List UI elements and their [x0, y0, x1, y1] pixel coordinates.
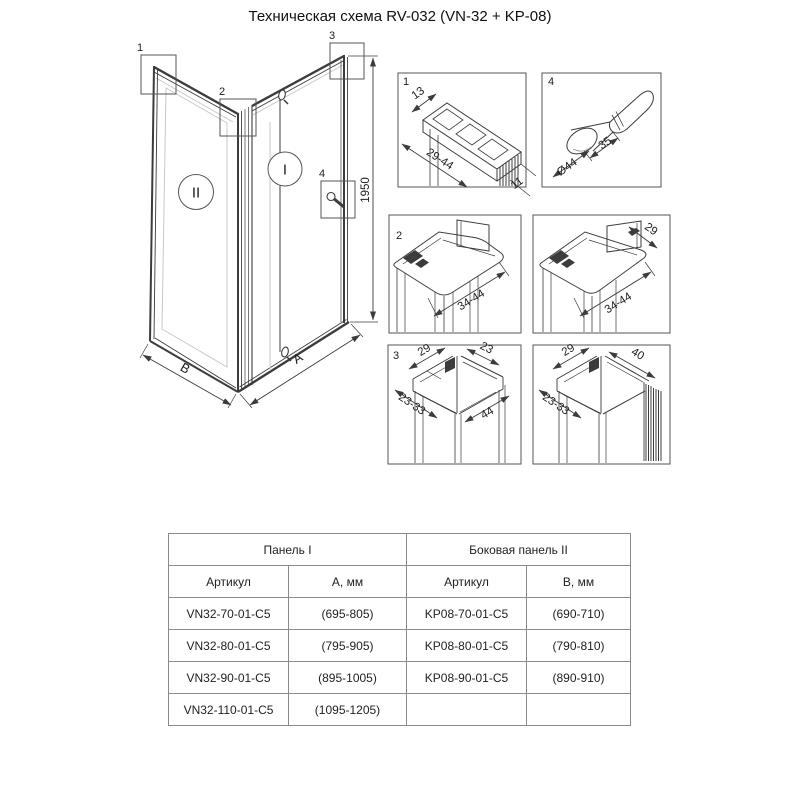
knob-mini-icon	[327, 193, 344, 208]
callout-4-label: 4	[319, 168, 326, 180]
page-title: Техническая схема RV-032 (VN-32 + KP-08)	[248, 8, 552, 25]
detail-1-dim-depth: 11	[508, 175, 526, 192]
callout-1-label: 1	[137, 42, 144, 54]
col-header-b-mm: B, мм	[527, 566, 631, 598]
cell-size: (890-910)	[527, 662, 631, 694]
detail-4-label: 4	[548, 76, 555, 88]
detail-3-right-dim-range: 23-33	[540, 391, 572, 418]
cell-size: (695-805)	[289, 598, 407, 630]
dim-height-label: 1950	[360, 177, 372, 203]
corner-post	[238, 105, 252, 392]
detail-views	[385, 60, 680, 472]
detail-3-left-dim-w1: 29	[415, 341, 434, 359]
table-row	[169, 694, 631, 726]
table-row	[169, 662, 631, 694]
cell-article: VN32-110-01-C5	[169, 694, 289, 726]
detail-4-dim-diameter: Ø44	[554, 156, 580, 179]
cell-size: (795-905)	[289, 630, 407, 662]
detail-3-label: 3	[393, 350, 400, 362]
cell-article: VN32-70-01-C5	[169, 598, 289, 630]
callout-2-label: 2	[219, 86, 226, 98]
cell-article: KP08-70-01-C5	[407, 598, 527, 630]
side-panel-frame	[150, 66, 238, 392]
column-header-row	[169, 566, 631, 598]
detail-1-dim-range: 29-44	[424, 146, 456, 173]
detail-2-left-dim-range: 34-44	[455, 287, 488, 314]
door-panel-label: I	[282, 161, 288, 179]
dim-side-width-label: B	[177, 359, 193, 377]
dim-B	[140, 344, 236, 408]
callout-box-4	[321, 181, 355, 218]
group-header-row	[169, 534, 631, 566]
detail-3-right-dim-w1: 29	[559, 341, 578, 359]
detail-2-right-dim-range: 34-44	[602, 290, 635, 317]
cell-size	[527, 694, 631, 726]
cell-article	[407, 694, 527, 726]
main-drawing	[115, 28, 403, 448]
group-header-panel-2: Боковая панель II	[407, 534, 631, 566]
cell-article: KP08-90-01-C5	[407, 662, 527, 694]
detail-1-label: 1	[403, 76, 410, 88]
cell-size: (1095-1205)	[289, 694, 407, 726]
detail-4-dim-length: 35	[596, 134, 614, 153]
col-header-a-mm: А, мм	[289, 566, 407, 598]
detail-3-left-dim-range: 23-33	[396, 391, 428, 418]
detail-3-right-dim-w2: 40	[628, 346, 647, 363]
cell-article: KP08-80-01-C5	[407, 630, 527, 662]
detail-2-left-art	[394, 220, 509, 332]
col-header-article-1: Артикул	[169, 566, 289, 598]
table-row	[169, 598, 631, 630]
detail-2-label: 2	[396, 230, 403, 242]
col-header-article-2: Артикул	[407, 566, 527, 598]
detail-3-left-dim-w2: 23	[477, 340, 495, 357]
cell-size: (790-810)	[527, 630, 631, 662]
dim-door-width-label: A	[289, 349, 306, 367]
detail-1-dim-width: 13	[409, 84, 427, 103]
cell-article: VN32-90-01-C5	[169, 662, 289, 694]
callout-3-label: 3	[329, 30, 336, 42]
cell-size: (690-710)	[527, 598, 631, 630]
dim-A	[240, 324, 363, 408]
detail-2-right-dim-width: 29	[642, 220, 660, 239]
detail-3-left-dim-length: 44	[478, 404, 497, 422]
side-panel-label: II	[191, 184, 201, 202]
cell-size: (895-1005)	[289, 662, 407, 694]
door-panel-frame	[238, 55, 349, 392]
cell-article: VN32-80-01-C5	[169, 630, 289, 662]
detail-2-right-art	[540, 220, 660, 332]
group-header-panel-1: Панель I	[169, 534, 407, 566]
table-row	[169, 630, 631, 662]
size-table	[168, 533, 631, 726]
